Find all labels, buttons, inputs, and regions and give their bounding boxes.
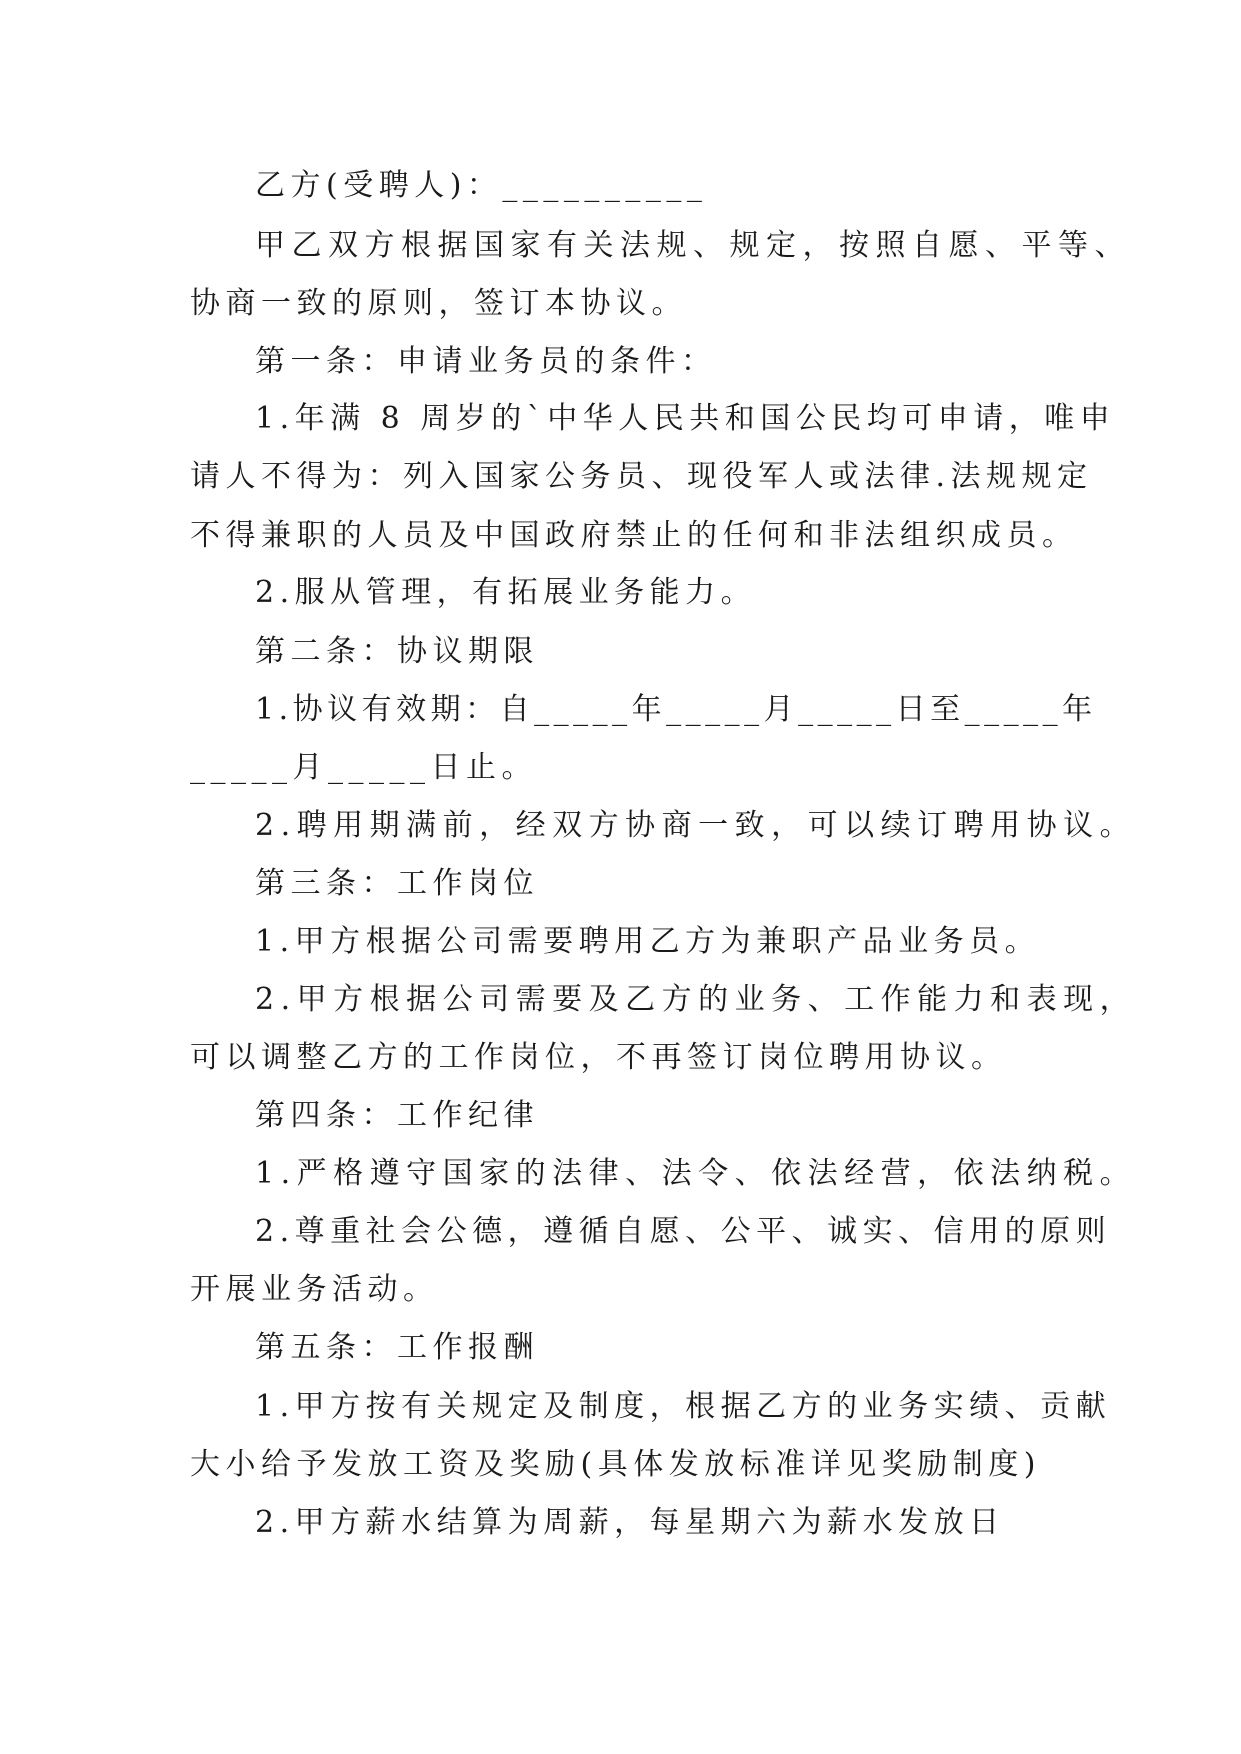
article-1-item-1-line-1: 1.年满 8 周岁的`中华人民共和国公民均可申请，唯申 <box>255 401 1116 436</box>
article-4-heading: 第四条：工作纪律 <box>255 1098 539 1133</box>
article-4-item-2-line-1: 2.尊重社会公德，遵循自愿、公平、诚实、信用的原则 <box>255 1214 1112 1249</box>
article-3-item-2-line-1: 2.甲方根据公司需要及乙方的业务、工作能力和表现， <box>255 982 1137 1017</box>
article-3-heading: 第三条：工作岗位 <box>255 866 539 901</box>
article-5-item-1-line-1: 1.甲方按有关规定及制度，根据乙方的业务实绩、贡献 <box>255 1389 1112 1424</box>
article-5-item-1-line-2: 大小给予发放工资及奖励(具体发放标准详见奖励制度) <box>190 1447 1041 1482</box>
preamble-line-2: 协商一致的原则，签订本协议。 <box>190 286 687 321</box>
article-1-heading: 第一条：申请业务员的条件： <box>255 344 717 379</box>
article-2-heading: 第二条：协议期限 <box>255 634 539 669</box>
article-5-item-2: 2.甲方薪水结算为周薪，每星期六为薪水发放日 <box>255 1505 1005 1540</box>
article-3-item-1: 1.甲方根据公司需要聘用乙方为兼职产品业务员。 <box>255 924 1041 959</box>
article-4-item-1: 1.严格遵守国家的法律、法令、依法经营，依法纳税。 <box>255 1156 1137 1191</box>
article-2-item-1-line-2: _____月_____日止。 <box>190 750 537 785</box>
article-2-item-1-line-1: 1.协议有效期：自_____年_____月_____日至_____年 <box>255 692 1097 727</box>
article-2-item-2: 2.聘用期满前，经双方协商一致，可以续订聘用协议。 <box>255 808 1137 843</box>
article-3-item-2-line-2: 可以调整乙方的工作岗位，不再签订岗位聘用协议。 <box>190 1040 1007 1075</box>
article-5-heading: 第五条：工作报酬 <box>255 1330 539 1365</box>
article-1-item-1-line-3: 不得兼职的人员及中国政府禁止的任何和非法组织成员。 <box>190 518 1078 553</box>
article-1-item-1-line-2: 请人不得为：列入国家公务员、现役军人或法律.法规规定 <box>190 459 1093 494</box>
party-b-line: 乙方(受聘人)：__________ <box>255 168 708 203</box>
preamble-line-1: 甲乙双方根据国家有关法规、规定，按照自愿、平等、 <box>255 228 1131 263</box>
article-4-item-2-line-2: 开展业务活动。 <box>190 1272 439 1307</box>
article-1-item-2: 2.服从管理，有拓展业务能力。 <box>255 575 757 610</box>
